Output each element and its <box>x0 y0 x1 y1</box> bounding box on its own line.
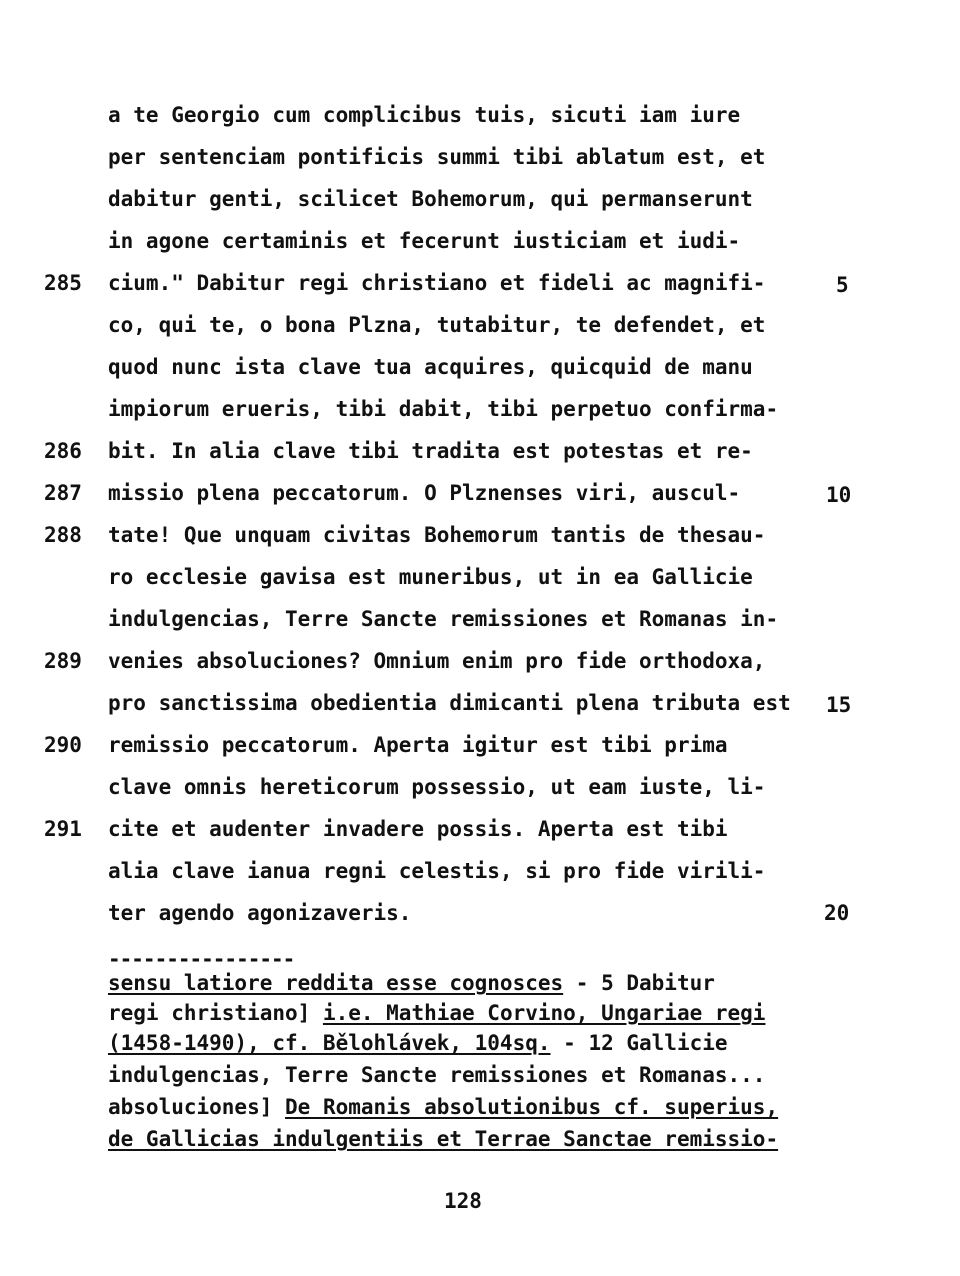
page-number: 128 <box>444 1189 482 1213</box>
footnote-text: - 12 Gallicie <box>550 1031 728 1055</box>
footnote-line <box>108 1030 728 1056</box>
footnote-underlined-text: sensu latiore reddita esse cognosces <box>108 971 564 995</box>
text-line: indulgencias, Terre Sancte remissiones et Romanas in- <box>108 607 779 631</box>
text-line: venies absoluciones? Omnium enim pro fide orthodoxa, <box>108 649 766 673</box>
left-margin-number: 286 <box>44 439 82 463</box>
right-margin-number: 20 <box>824 901 850 925</box>
footnote-line: indulgencias, Terre Sancte remissiones et Romanas... <box>108 1063 766 1087</box>
footnote-lemma: absoluciones] <box>108 1095 286 1119</box>
text-line: clave omnis hereticorum possessio, ut eam iuste, li- <box>108 775 766 799</box>
text-line: ro ecclesie gavisa est muneribus, ut in ea Gallicie <box>108 565 753 589</box>
right-margin-number: 5 <box>836 273 849 297</box>
right-margin-number: 15 <box>826 693 852 717</box>
left-margin-number: 290 <box>44 733 82 757</box>
text-line: a te Georgio cum complicibus tuis, sicuti iam iure <box>108 103 741 127</box>
text-line: per sentenciam pontificis summi tibi ablatum est, et <box>108 145 766 169</box>
footnote-underlined-text: De Romanis absolutionibus cf. superius, <box>285 1095 779 1119</box>
text-line: missio plena peccatorum. O Plznenses viri, auscul- <box>108 481 741 505</box>
text-line: bit. In alia clave tibi tradita est potestas et re- <box>108 439 753 463</box>
footnote-separator: ---------------- <box>108 947 295 971</box>
left-margin-number: 285 <box>44 271 82 295</box>
text-line: quod nunc ista clave tua acquires, quicquid de manu <box>108 355 753 379</box>
text-line: in agone certaminis et fecerunt iusticiam et iudi- <box>108 229 741 253</box>
text-line: remissio peccatorum. Aperta igitur est tibi prima <box>108 733 728 757</box>
text-line: alia clave ianua regni celestis, si pro fide virili- <box>108 859 766 883</box>
left-margin-number: 289 <box>44 649 82 673</box>
right-margin-number: 10 <box>826 483 852 507</box>
text-line: impiorum erueris, tibi dabit, tibi perpetuo confirma- <box>108 397 779 421</box>
text-line: tate! Que unquam civitas Bohemorum tantis de thesau- <box>108 523 766 547</box>
footnote-line <box>108 970 715 996</box>
text-line: cium." Dabitur regi christiano et fideli ac magnifi- <box>108 271 766 295</box>
text-line: dabitur genti, scilicet Bohemorum, qui permanserunt <box>108 187 753 211</box>
footnote-line: de Gallicias indulgentiis et Terrae Sanctae remissio- <box>108 1127 779 1151</box>
footnote-text: - 5 Dabitur <box>563 971 715 995</box>
footnote-underlined-text: i.e. Mathiae Corvino, Ungariae regi <box>322 1001 766 1025</box>
footnote-line <box>108 1094 778 1120</box>
text-line: ter agendo agonizaveris. <box>108 901 412 925</box>
left-margin-number: 288 <box>44 523 82 547</box>
left-margin-number: 291 <box>44 817 82 841</box>
footnote-lemma: regi christiano] <box>108 1001 323 1025</box>
left-margin-number: 287 <box>44 481 82 505</box>
footnote-line <box>108 1000 765 1026</box>
text-line: pro sanctissima obedientia dimicanti plena tributa est <box>108 691 791 715</box>
text-line: co, qui te, o bona Plzna, tutabitur, te defendet, et <box>108 313 766 337</box>
text-line: cite et audenter invadere possis. Aperta est tibi <box>108 817 728 841</box>
footnote-underlined-text: (1458-1490), cf. Bělohlávek, 104sq. <box>108 1031 551 1055</box>
